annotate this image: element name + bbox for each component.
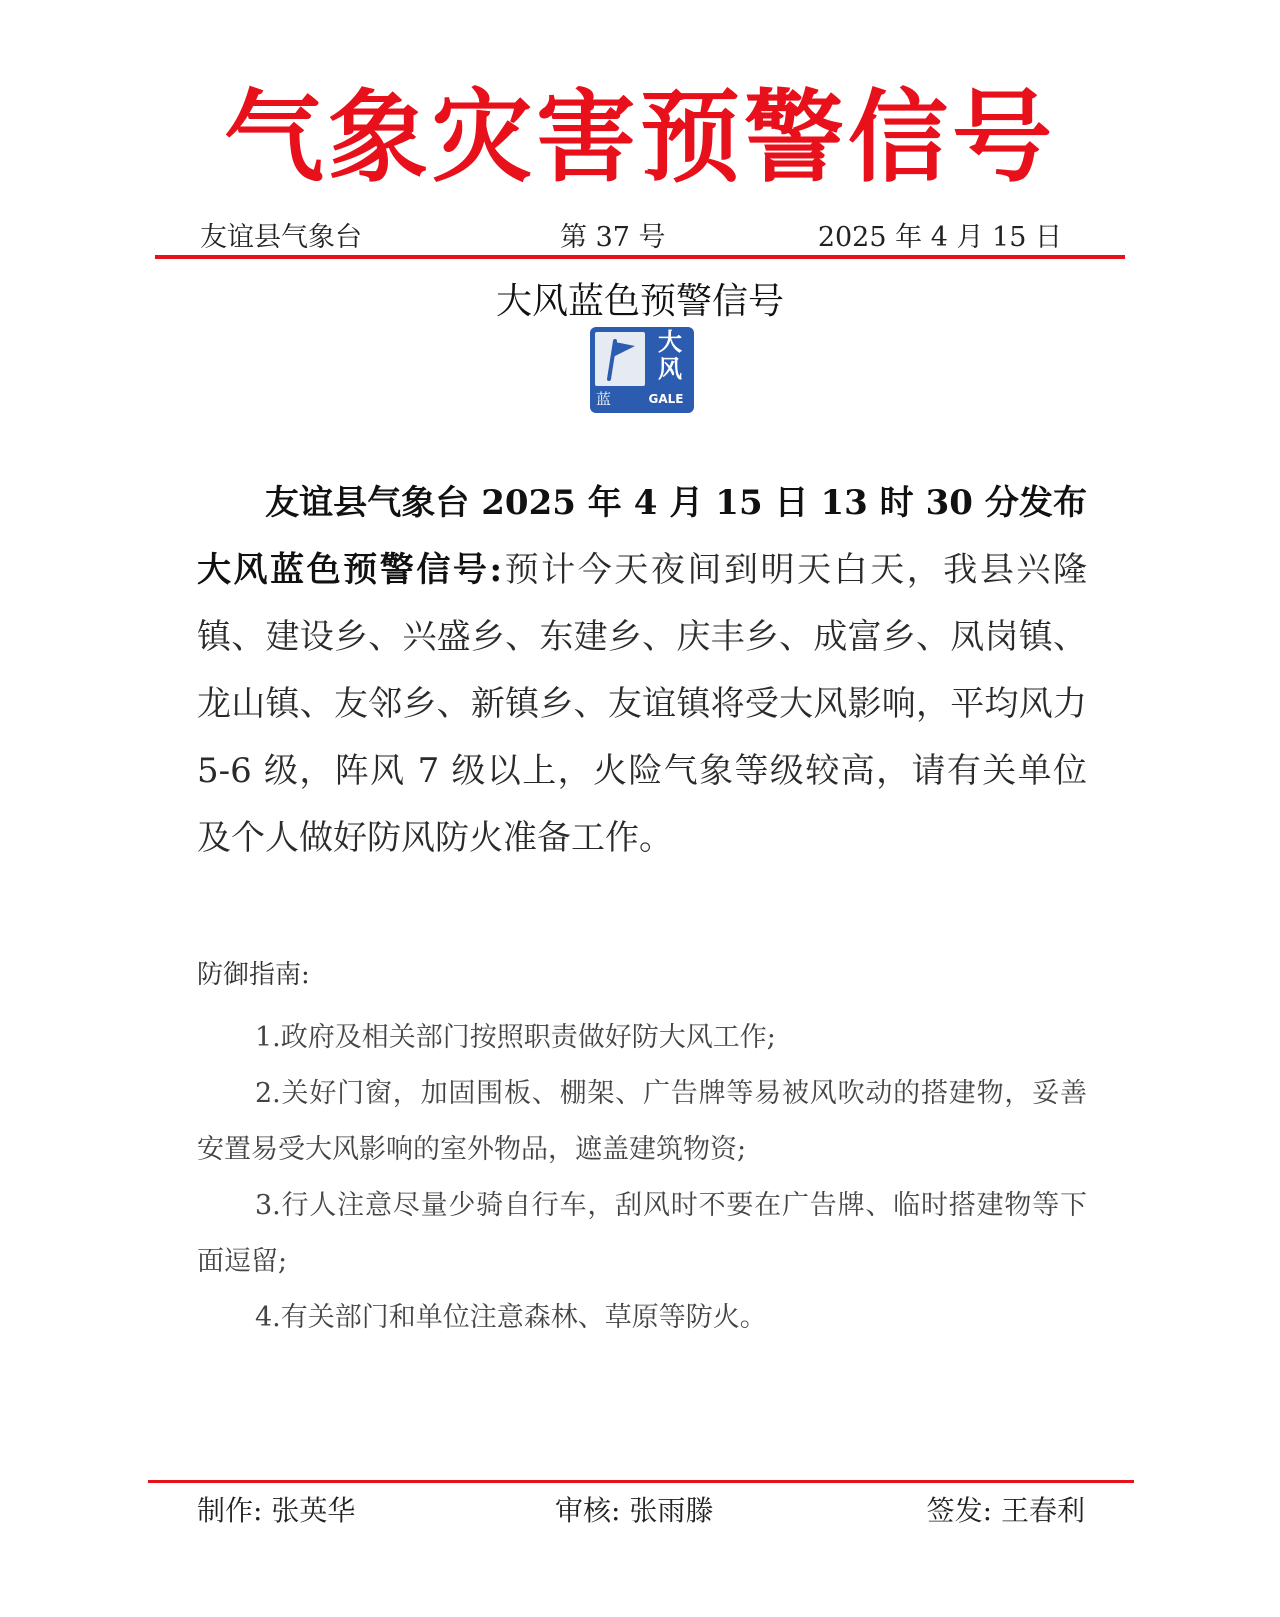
guide-item: 2.关好门窗，加固围板、棚架、广告牌等易被风吹动的搭建物，妥善安置易受大风影响的室外物品，遮盖建筑物资; [197, 1078, 1087, 1165]
guide-list [197, 1010, 1087, 1346]
signal-title: 大风蓝色预警信号 [495, 281, 784, 322]
icon-gale-english-text: GALE [648, 392, 684, 406]
guide-item: 3.行人注意尽量少骑自行车，刮风时不要在广告牌、临时搭建物等下面逗留; [197, 1190, 1087, 1277]
guide-heading: 防御指南: [197, 960, 310, 990]
signature-signer: 签发: 王春利 [926, 1494, 1085, 1527]
header-divider [155, 255, 1125, 259]
issuer-name: 友谊县气象台 [200, 222, 362, 253]
issue-date: 2025 年 4 月 15 日 [817, 222, 1062, 253]
signature-maker: 制作: 张英华 [197, 1494, 356, 1527]
guide-item: 4.有关部门和单位注意森林、草原等防火。 [255, 1302, 767, 1333]
icon-gale-chinese-text: 大风 [658, 328, 682, 383]
warning-lead: 友谊县气象台 2025 年 4 月 15 日 13 时 30 分发布大风蓝色预警信号: [197, 483, 1087, 590]
icon-color-label: 蓝 [596, 390, 612, 408]
issue-number: 第 37 号 [560, 222, 666, 253]
wind-flag-icon [595, 332, 645, 386]
gale-blue-warning-icon [590, 327, 694, 413]
signature-reviewer: 审核: 张雨滕 [555, 1494, 714, 1527]
warning-text: 预计今天夜间到明天白天，我县兴隆镇、建设乡、兴盛乡、东建乡、庆丰乡、成富乡、凤岗镇、龙山镇、友邻乡、新镇乡、友谊镇将受大风影响，平均风力 5-6 级，阵风 7 级以上，火险气象等级较高，请有关单位及个人做好防风防火准备工作。 [197, 550, 1087, 858]
guide-item: 1.政府及相关部门按照职责做好防大风工作; [255, 1022, 776, 1053]
footer-divider [148, 1480, 1134, 1483]
warning-body [197, 470, 1087, 872]
document-title: 气象灾害预警信号 [224, 79, 1056, 196]
flag-panel [595, 332, 645, 386]
